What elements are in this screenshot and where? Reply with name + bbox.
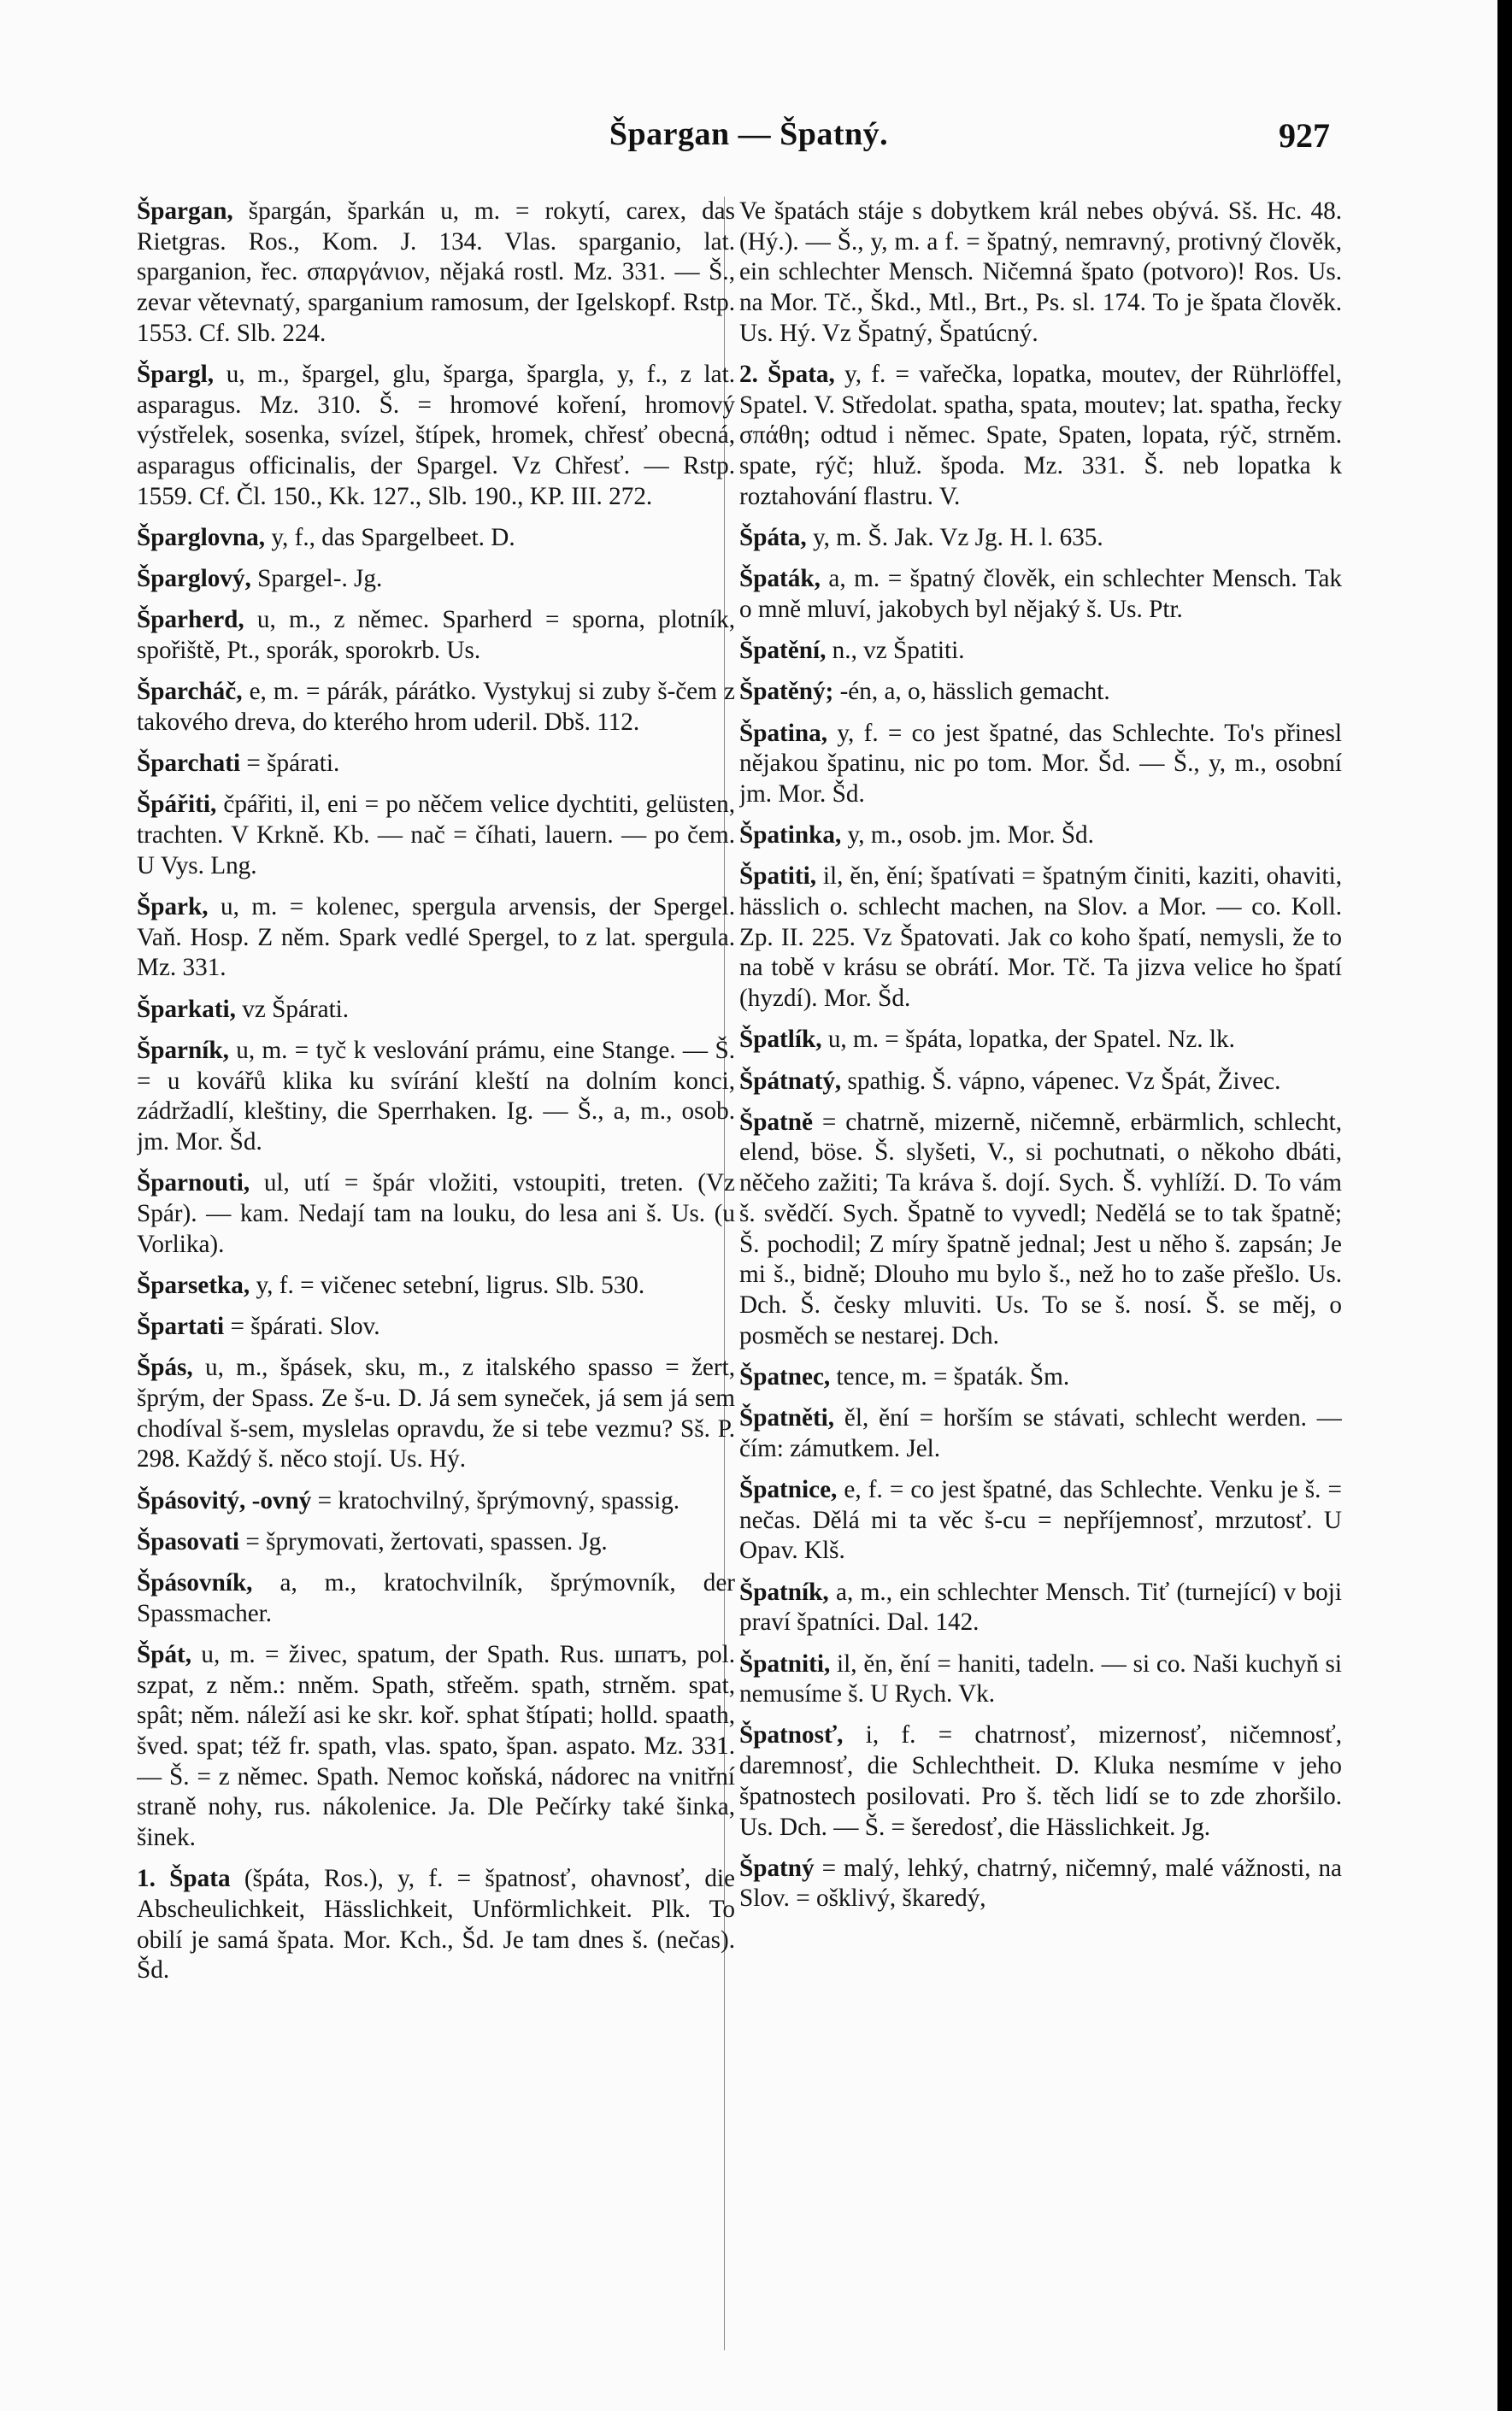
entry-headword: Špásovník, (137, 1568, 253, 1597)
dictionary-entry (137, 677, 735, 738)
entry-body: u, m., špásek, sku, m., z italského spasso = žert, šprým, der Spass. Ze š-u. D. Já sem syneček, já sem já sem chodíval š-sem, myslelas opravdu, že si tebe vezmu? Sš. P. 298. Každý š. něco stojí. Us. Hý. (137, 1354, 735, 1473)
dictionary-entry (137, 197, 735, 350)
dictionary-entry (739, 861, 1342, 1014)
dictionary-entry (739, 1025, 1342, 1056)
entry-body: il, ěn, ění; špatívati = špatným činiti, kaziti, ohaviti, hässlich o. schlecht machen, na Slov. a Mor. — co. Koll. Zp. II. 225. Vz Špatovati. Jak co koho špatí, nemysli, že to na tobě v krásu se obrátí. Mor. Tč. Ta jizva velice ho špatí (hyzdí). Mor. Šd. (739, 862, 1342, 1013)
dictionary-entry (739, 1649, 1342, 1710)
entry-headword: Špatněti, (739, 1404, 835, 1432)
entry-headword: Šparglovna, (137, 524, 266, 552)
entry-headword: Šparník, (137, 1036, 229, 1064)
entry-headword: Špatnice, (739, 1476, 838, 1504)
dictionary-entry (137, 1312, 735, 1343)
dictionary-entry (739, 1720, 1342, 1843)
entry-body: a, m. = špatný člověk, ein schlechter Mensch. Tak o mně mluví, jakobych byl nějaký š. Us. Ptr. (739, 565, 1342, 623)
entry-headword: Špatný (739, 1854, 815, 1882)
entry-headword: Špartati (137, 1313, 225, 1340)
entry-headword: Špasovati (137, 1527, 240, 1555)
entry-body: -én, a, o, hässlich gemacht. (833, 678, 1110, 706)
dictionary-entry (739, 677, 1342, 708)
entry-headword: Špatně (739, 1108, 813, 1136)
dictionary-entry (137, 1271, 735, 1302)
dictionary-entry (739, 1578, 1342, 1638)
dictionary-entry (137, 749, 735, 779)
entry-body: = špárati. (240, 750, 340, 778)
entry-body: y, f. = vičenec setební, ligrus. Slb. 530. (250, 1271, 645, 1299)
dictionary-entry (137, 523, 735, 554)
entry-body: e, f. = co jest špatné, das Schlechte. Venku je š. = nečas. Dělá mi ta věc š-cu = nepříjemnosť, mrzutosť. U Opav. Klš. (739, 1476, 1342, 1565)
entry-body: n., vz Špatiti. (826, 637, 965, 665)
entry-headword: Špářiti, (137, 791, 217, 819)
entry-body: ěl, ění = horším se stávati, schlecht werden. — čím: zámutkem. Jel. (739, 1404, 1342, 1462)
entry-body: špargán, šparkán u, m. = rokytí, carex, das Rietgras. Ros., Kom. J. 134. Vlas. sparganio, lat. sparganion, řec. σπαργάνιον, nějaká rostl. Mz. 331. — Š., zevar větevnatý, sparganium ramosum, der Igelskopf. Rstp. 1553. Cf. Slb. 224. (137, 197, 735, 347)
entry-headword: 2. Špata, (739, 361, 835, 389)
entry-headword: Špás, (137, 1354, 193, 1382)
left-column (137, 197, 735, 2367)
entry-headword: Špatění, (739, 637, 827, 665)
entry-headword: Špaták, (739, 565, 821, 593)
entry-body: i, f. = chatrnosť, mizernosť, ničemnosť, daremnosť, die Schlechtheit. D. Kluka nesmíme v jeho špatnostech posilovati. Pro š. těch lidí se to zde zhoršilo. Us. Dch. — Š. = šeredosť, die Hässlichkeit. Jg. (739, 1721, 1342, 1841)
dictionary-entry (739, 1362, 1342, 1393)
entry-body: y, f. = vařečka, lopatka, moutev, der Rührlöffel, Spatel. V. Středolat. spatha, spata, moutev; lat. spatha, řecky σπάθη; odtud i němec. Spate, Spaten, lopata, rýč, strněm. spate, rýč; hluž. špoda. Mz. 331. Š. neb lopatka k roztahování flastru. V. (739, 361, 1342, 510)
right-column (739, 197, 1342, 2367)
entry-body: u, m. = kolenec, spergula arvensis, der Spergel. Vaň. Hosp. Z něm. Spark vedlé Spergel, to z lat. spergula. Mz. 331. (137, 893, 735, 982)
entry-body: u, m., z němec. Sparherd = sporna, plotník, spořiště, Pt., sporák, sporokrb. Us. (137, 606, 735, 665)
dictionary-entry (137, 995, 735, 1026)
entry-body: (špáta, Ros.), y, f. = špatnosť, ohavnosť, die Abscheulichkeit, Hässlichkeit, Unförmlichkeit. Plk. To obilí je samá špata. Mor. Kch., Šd. Je tam dnes š. (nečas). Šd. (137, 1865, 735, 1985)
page-title: Špargan — Špatný. (609, 116, 889, 152)
entry-body: čpářiti, il, eni = po něčem velice dychtiti, gelüsten, trachten. V Krkně. Kb. — nač = číhati, lauern. — po čem. U Vys. Lng. (137, 791, 735, 879)
entry-headword: 1. Špata (137, 1865, 231, 1893)
dictionary-entry (137, 1864, 735, 1986)
entry-headword: Špásovitý, -ovný (137, 1486, 312, 1514)
entry-headword: Špatník, (739, 1578, 829, 1606)
entry-headword: Špátnatý, (739, 1067, 842, 1095)
dictionary-entry (137, 790, 735, 881)
dictionary-entry (137, 605, 735, 666)
entry-headword: Špatina, (739, 719, 828, 747)
entry-body: = špárati. Slov. (224, 1313, 380, 1340)
entry-body: y, m. Š. Jak. Vz Jg. H. l. 635. (806, 524, 1103, 552)
dictionary-entry (137, 1353, 735, 1475)
entry-body: = kratochvilný, šprýmovný, spassig. (311, 1486, 680, 1514)
entry-headword: Šparkati, (137, 995, 236, 1023)
entry-headword: Šparnouti, (137, 1169, 250, 1197)
dictionary-entry (739, 820, 1342, 851)
entry-headword: Špargan, (137, 197, 233, 225)
dictionary-entry (739, 523, 1342, 554)
entry-headword: Šparchati (137, 750, 241, 778)
entry-body: spathig. Š. vápno, vápenec. Vz Špát, Živec. (841, 1067, 1281, 1095)
entry-headword: Špát, (137, 1640, 192, 1668)
entry-headword: Špark, (137, 893, 209, 921)
entry-headword: Špatnosť, (739, 1721, 844, 1749)
entry-headword: Špatlík, (739, 1026, 822, 1054)
dictionary-entry (739, 1108, 1342, 1352)
entry-body: y, f., das Spargelbeet. D. (265, 524, 515, 552)
dictionary-entry (739, 564, 1342, 625)
entry-body: Ve špatách stáje s dobytkem král nebes obývá. Sš. Hc. 48. (Hý.). — Š., y, m. a f. = špatný, nemravný, protivný člověk, ein schlechter Mensch. Ničemná špato (potvoro)! Ros. Us. na Mor. Tč., Škd., Mtl., Brt., Ps. sl. 174. To je špata člověk. Us. Hý. Vz Špatný, Špatúcný. (739, 197, 1342, 347)
dictionary-entry (137, 360, 735, 513)
entry-body: il, ěn, ění = haniti, tadeln. — si co. Naši kuchyň si nemusíme š. U Rych. Vk. (739, 1649, 1342, 1708)
entry-headword: Špatinka, (739, 821, 842, 850)
dictionary-entry (739, 1475, 1342, 1567)
entry-body: ul, utí = špár vložiti, vstoupiti, treten. (Vz Spár). — kam. Nedají tam na louku, do lesa ani š. Us. (u Vorlika). (137, 1169, 735, 1258)
entry-body: tence, m. = špaták. Šm. (830, 1362, 1070, 1391)
dictionary-entry (137, 1568, 735, 1629)
entry-body: Spargel-. Jg. (250, 565, 383, 593)
entry-headword: Špatěný; (739, 678, 834, 706)
dictionary-entry (137, 1486, 735, 1517)
entry-body: vz Špárati. (235, 995, 350, 1023)
entry-body: u, m., špargel, glu, šparga, špargla, y, f., z lat. asparagus. Mz. 310. Š. = hromové koření, hromový výstřelek, sosenka, svízel, štípek, hromek, chřesť obecná, asparagus officinalis, der Spargel. Vz Chřesť. — Rstp. 1559. Cf. Čl. 150., Kk. 127., Slb. 190., KP. III. 272. (137, 361, 735, 510)
entry-body: y, m., osob. jm. Mor. Šd. (841, 821, 1094, 850)
entry-headword: Špatniti, (739, 1649, 831, 1678)
dictionary-entry (739, 1403, 1342, 1464)
running-head (0, 115, 1497, 167)
dictionary-entry (137, 892, 735, 984)
entry-body: y, f. = co jest špatné, das Schlechte. To's přinesl nějakou špatinu, nic po tom. Mor. Šd. — Š., y, m., osobní jm. Mor. Šd. (739, 719, 1342, 808)
entry-headword: Šparherd, (137, 606, 244, 634)
entry-headword: Šparglový, (137, 565, 251, 593)
entry-body: = malý, lehký, chatrný, ničemný, malé vážnosti, na Slov. = ošklivý, škaredý, (739, 1854, 1342, 1913)
entry-body: = chatrně, mizerně, ničemně, erbärmlich, schlecht, elend, böse. Š. slyšeti, V., si pochutnati, o někoho dbáti, něčeho zažiti; Ta kráva š. dojí. Sych. Š. vyhlíží. D. To vám š. svědčí. Sych. Špatně to vyvedl; Nedělá se to tak špatně; Š. pochodil; Z míry špatně jednal; Jest u něho š. zapsán; Je mi š., bidně; Dlouho mu bylo š., než ho to zaše přešlo. Us. Dch. Š. česky mluviti. Us. To se š. nosí. Š. se měj, o posměch se nestarej. Dch. (739, 1108, 1342, 1350)
dictionary-entry (739, 1067, 1342, 1097)
dictionary-entry (739, 197, 1342, 350)
dictionary-entry (137, 1036, 735, 1158)
dictionary-entry (739, 360, 1342, 513)
entry-headword: Šparsetka, (137, 1271, 250, 1299)
entry-body: a, m., ein schlechter Mensch. Tiť (turnející) v boji praví špatníci. Dal. 142. (739, 1578, 1342, 1637)
entry-headword: Špatiti, (739, 862, 817, 891)
dictionary-entry (739, 1854, 1342, 1914)
entry-body: a, m., kratochvilník, šprýmovník, der Spassmacher. (137, 1568, 735, 1627)
entry-body: e, m. = párák, párátko. Vystykuj si zuby š-čem z takového dreva, do kterého hrom uderil. Dbš. 112. (137, 678, 735, 737)
entry-headword: Špatnec, (739, 1362, 831, 1391)
dictionary-entry (137, 564, 735, 595)
dictionary-entry (137, 1640, 735, 1854)
entry-body: u, m. = tyč k veslování prámu, eine Stange. — Š. = u kovářů klika ku svírání kleští na dolním konci, zádržadlí, kleštiny, die Sperrhaken. Ig. — Š., a, m., osob. jm. Mor. Šd. (137, 1036, 735, 1156)
entry-headword: Špáta, (739, 524, 807, 552)
entry-body: u, m. = špáta, lopatka, der Spatel. Nz. lk. (821, 1026, 1235, 1054)
dictionary-entry (739, 719, 1342, 810)
entry-body: u, m. = živec, spatum, der Spath. Rus. шпатъ, pol. szpat, z něm.: nněm. Spath, střeěm. spath, strněm. spat, spât; něm. náleží asi ke skr. koř. sphat štípati; holld. spaath, šved. spat; též fr. spath, vlas. spato, špan. aspato. Mz. 331. — Š. = z němec. Spath. Nemoc koňská, nádorec na vnitřní straně nohy, rus. nákolenice. Ja. Dle Pečírky také šinka, šinek. (137, 1640, 735, 1852)
dictionary-entry (739, 636, 1342, 667)
dictionary-entry (137, 1527, 735, 1558)
entry-headword: Špargl, (137, 361, 215, 389)
page-number: 927 (1279, 116, 1330, 155)
entry-headword: Šparcháč, (137, 678, 243, 706)
entry-body: = šprymovati, žertovati, spassen. Jg. (239, 1527, 608, 1555)
dictionary-entry (137, 1168, 735, 1260)
